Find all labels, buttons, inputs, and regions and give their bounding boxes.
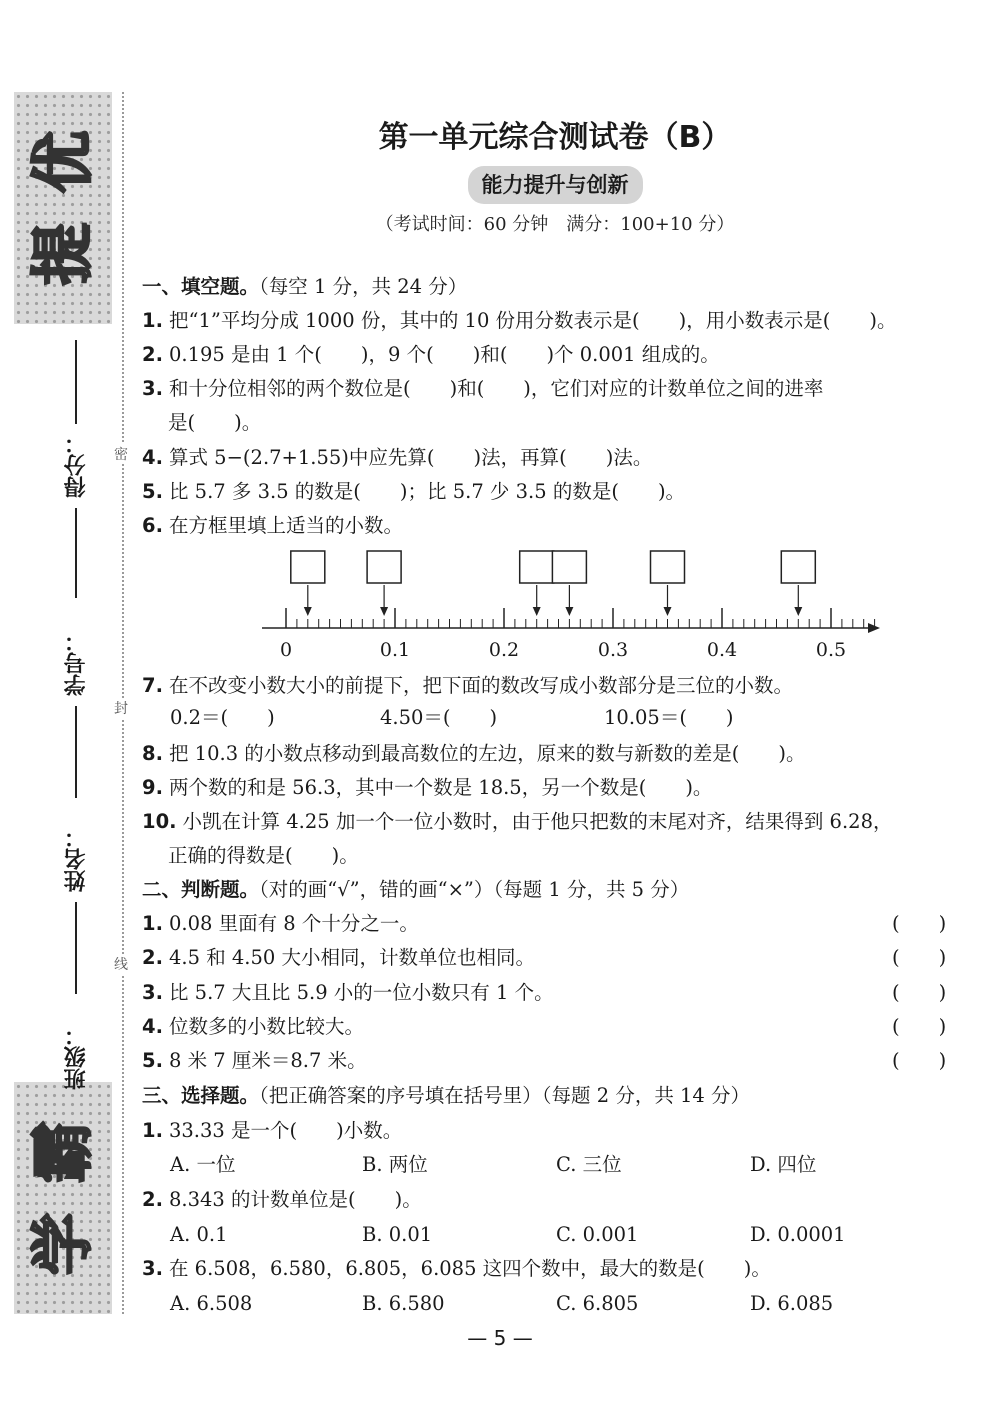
q7-item-2: 4.50＝( ): [380, 706, 498, 729]
tick-label: 0.2: [488, 639, 520, 661]
choice-2-option-c[interactable]: C. 0.001: [556, 1223, 639, 1246]
choice-2-option-a[interactable]: A. 0.1: [170, 1223, 228, 1246]
badge-top-char-1: 优: [25, 130, 99, 194]
field-rule-top: [75, 340, 77, 424]
pointer-arrow: [794, 607, 802, 616]
judge-5-answer[interactable]: ( ): [892, 1049, 947, 1072]
judge-2: 2. 4.5 和 4.50 大小相同，计数单位也相同。: [142, 946, 536, 969]
field-score-rule: [75, 508, 77, 598]
choice-3-option-b[interactable]: B. 6.580: [362, 1292, 445, 1315]
choice-3: 3. 在 6.508，6.580，6.805，6.085 这四个数中，最大的数是( )。: [142, 1257, 771, 1280]
page-number: — 5 —: [467, 1326, 533, 1350]
pointer-arrow: [380, 607, 388, 616]
choice-2: 2. 8.343 的计数单位是( )。: [142, 1188, 422, 1211]
judge-2-answer[interactable]: ( ): [892, 946, 947, 969]
question-1-7: 7. 在不改变小数大小的前提下，把下面的数改写成小数部分是三位的小数。: [142, 674, 793, 697]
answer-box: [651, 551, 685, 583]
badge-bottom: [14, 1082, 112, 1314]
choice-3-option-a[interactable]: A. 6.508: [170, 1292, 253, 1315]
judge-1-answer[interactable]: ( ): [892, 912, 947, 935]
field-score[interactable]: [54, 432, 98, 598]
field-student-id[interactable]: [54, 630, 98, 798]
question-1-3: 3. 和十分位相邻的两个数位是( )和( )，它们对应的计数单位之间的进率: [142, 377, 824, 400]
tick-label: 0.4: [706, 639, 738, 661]
tick-label: 0: [279, 639, 293, 661]
field-name-label: 姓名：: [63, 826, 89, 892]
question-1-9: 9. 两个数的和是 56.3，其中一个数是 18.5，另一个数是( )。: [142, 776, 713, 799]
choice-1: 1. 33.33 是一个( )小数。: [142, 1119, 403, 1142]
judge-3-answer[interactable]: ( ): [892, 981, 947, 1004]
question-1-3-cont: 是( )。: [168, 411, 262, 434]
section2-heading: 二、判断题。（对的画“√”，错的画“×”）（每题 1 分，共 5 分）: [142, 878, 690, 901]
question-1-6: 6. 在方框里填上适当的小数。: [142, 514, 403, 537]
pointer-arrow: [304, 607, 312, 616]
choice-2-option-d[interactable]: D. 0.0001: [750, 1223, 846, 1246]
cut-mark-feng: 封: [111, 698, 131, 718]
number-line-arrow: [868, 623, 880, 633]
question-1-2: 2. 0.195 是由 1 个( )，9 个( )和( )个 0.001 组成的。: [142, 343, 720, 366]
question-1-10: 10. 小凯在计算 4.25 加一个一位小数时，由于他只把数的末尾对齐，结果得到 6.28，: [142, 810, 893, 833]
badge-top-char-2: 提: [25, 222, 99, 286]
number-line: [140, 545, 970, 665]
answer-box: [520, 551, 554, 583]
page-subtitle: 能力提升与创新: [468, 166, 643, 204]
field-student-id-label: 学号：: [63, 630, 89, 696]
pointer-arrow: [664, 607, 672, 616]
field-name-rule: [75, 902, 77, 994]
tick-label: 0.3: [597, 639, 629, 661]
choice-1-option-d[interactable]: D. 四位: [750, 1153, 817, 1176]
judge-4-answer[interactable]: ( ): [892, 1015, 947, 1038]
choice-1-option-a[interactable]: A. 一位: [170, 1153, 236, 1176]
question-1-8: 8. 把 10.3 的小数点移动到最高数位的左边，原来的数与新数的差是( )。: [142, 742, 806, 765]
question-1-4: 4. 算式 5−(2.7+1.55)中应先算( )法，再算( )法。: [142, 446, 653, 469]
answer-box: [291, 551, 325, 583]
q7-item-3: 10.05＝( ): [604, 706, 734, 729]
question-1-5: 5. 比 5.7 多 3.5 的数是( )；比 5.7 少 3.5 的数是( )。: [142, 480, 686, 503]
q7-item-1: 0.2＝( ): [170, 706, 275, 729]
judge-3: 3. 比 5.7 大且比 5.9 小的一位小数只有 1 个。: [142, 981, 554, 1004]
judge-5: 5. 8 米 7 厘米＝8.7 米。: [142, 1049, 367, 1072]
field-name[interactable]: [54, 826, 98, 994]
question-1-1: 1. 把“1”平均分成 1000 份，其中的 10 份用分数表示是( )，用小数表示是( )。: [142, 309, 897, 332]
answer-box: [552, 551, 586, 583]
tick-label: 0.1: [379, 639, 411, 661]
cut-mark-mi: 密: [111, 444, 131, 464]
choice-3-option-d[interactable]: D. 6.085: [750, 1292, 834, 1315]
choice-2-option-b[interactable]: B. 0.01: [362, 1223, 433, 1246]
pointer-arrow: [533, 607, 541, 616]
judge-1: 1. 0.08 里面有 8 个十分之一。: [142, 912, 419, 935]
answer-box: [367, 551, 401, 583]
choice-1-option-c[interactable]: C. 三位: [556, 1153, 622, 1176]
section1-heading: 一、填空题。（每空 1 分，共 24 分）: [142, 275, 468, 298]
judge-4: 4. 位数多的小数比较大。: [142, 1015, 364, 1038]
field-student-id-rule: [75, 706, 77, 798]
choice-3-option-c[interactable]: C. 6.805: [556, 1292, 639, 1315]
tick-label: 0.5: [815, 639, 847, 661]
field-score-label: 得分：: [63, 432, 89, 498]
field-class-label: 班级：: [63, 1024, 89, 1090]
cut-mark-xian: 线: [111, 954, 131, 974]
exam-info: （考试时间：60 分钟 满分：100+10 分）: [375, 214, 735, 235]
badge-bottom-char-2: 学: [25, 1212, 99, 1276]
field-class[interactable]: [54, 1024, 98, 1090]
answer-box: [781, 551, 815, 583]
badge-top: [14, 92, 112, 324]
badge-bottom-char-1: 霸: [25, 1120, 99, 1184]
section3-heading: 三、选择题。（把正确答案的序号填在括号里）（每题 2 分，共 14 分）: [142, 1084, 751, 1107]
choice-1-option-b[interactable]: B. 两位: [362, 1153, 428, 1176]
pointer-arrow: [565, 607, 573, 616]
page-title: 第一单元综合测试卷（B）: [378, 120, 732, 155]
question-1-10-cont: 正确的得数是( )。: [168, 844, 359, 867]
